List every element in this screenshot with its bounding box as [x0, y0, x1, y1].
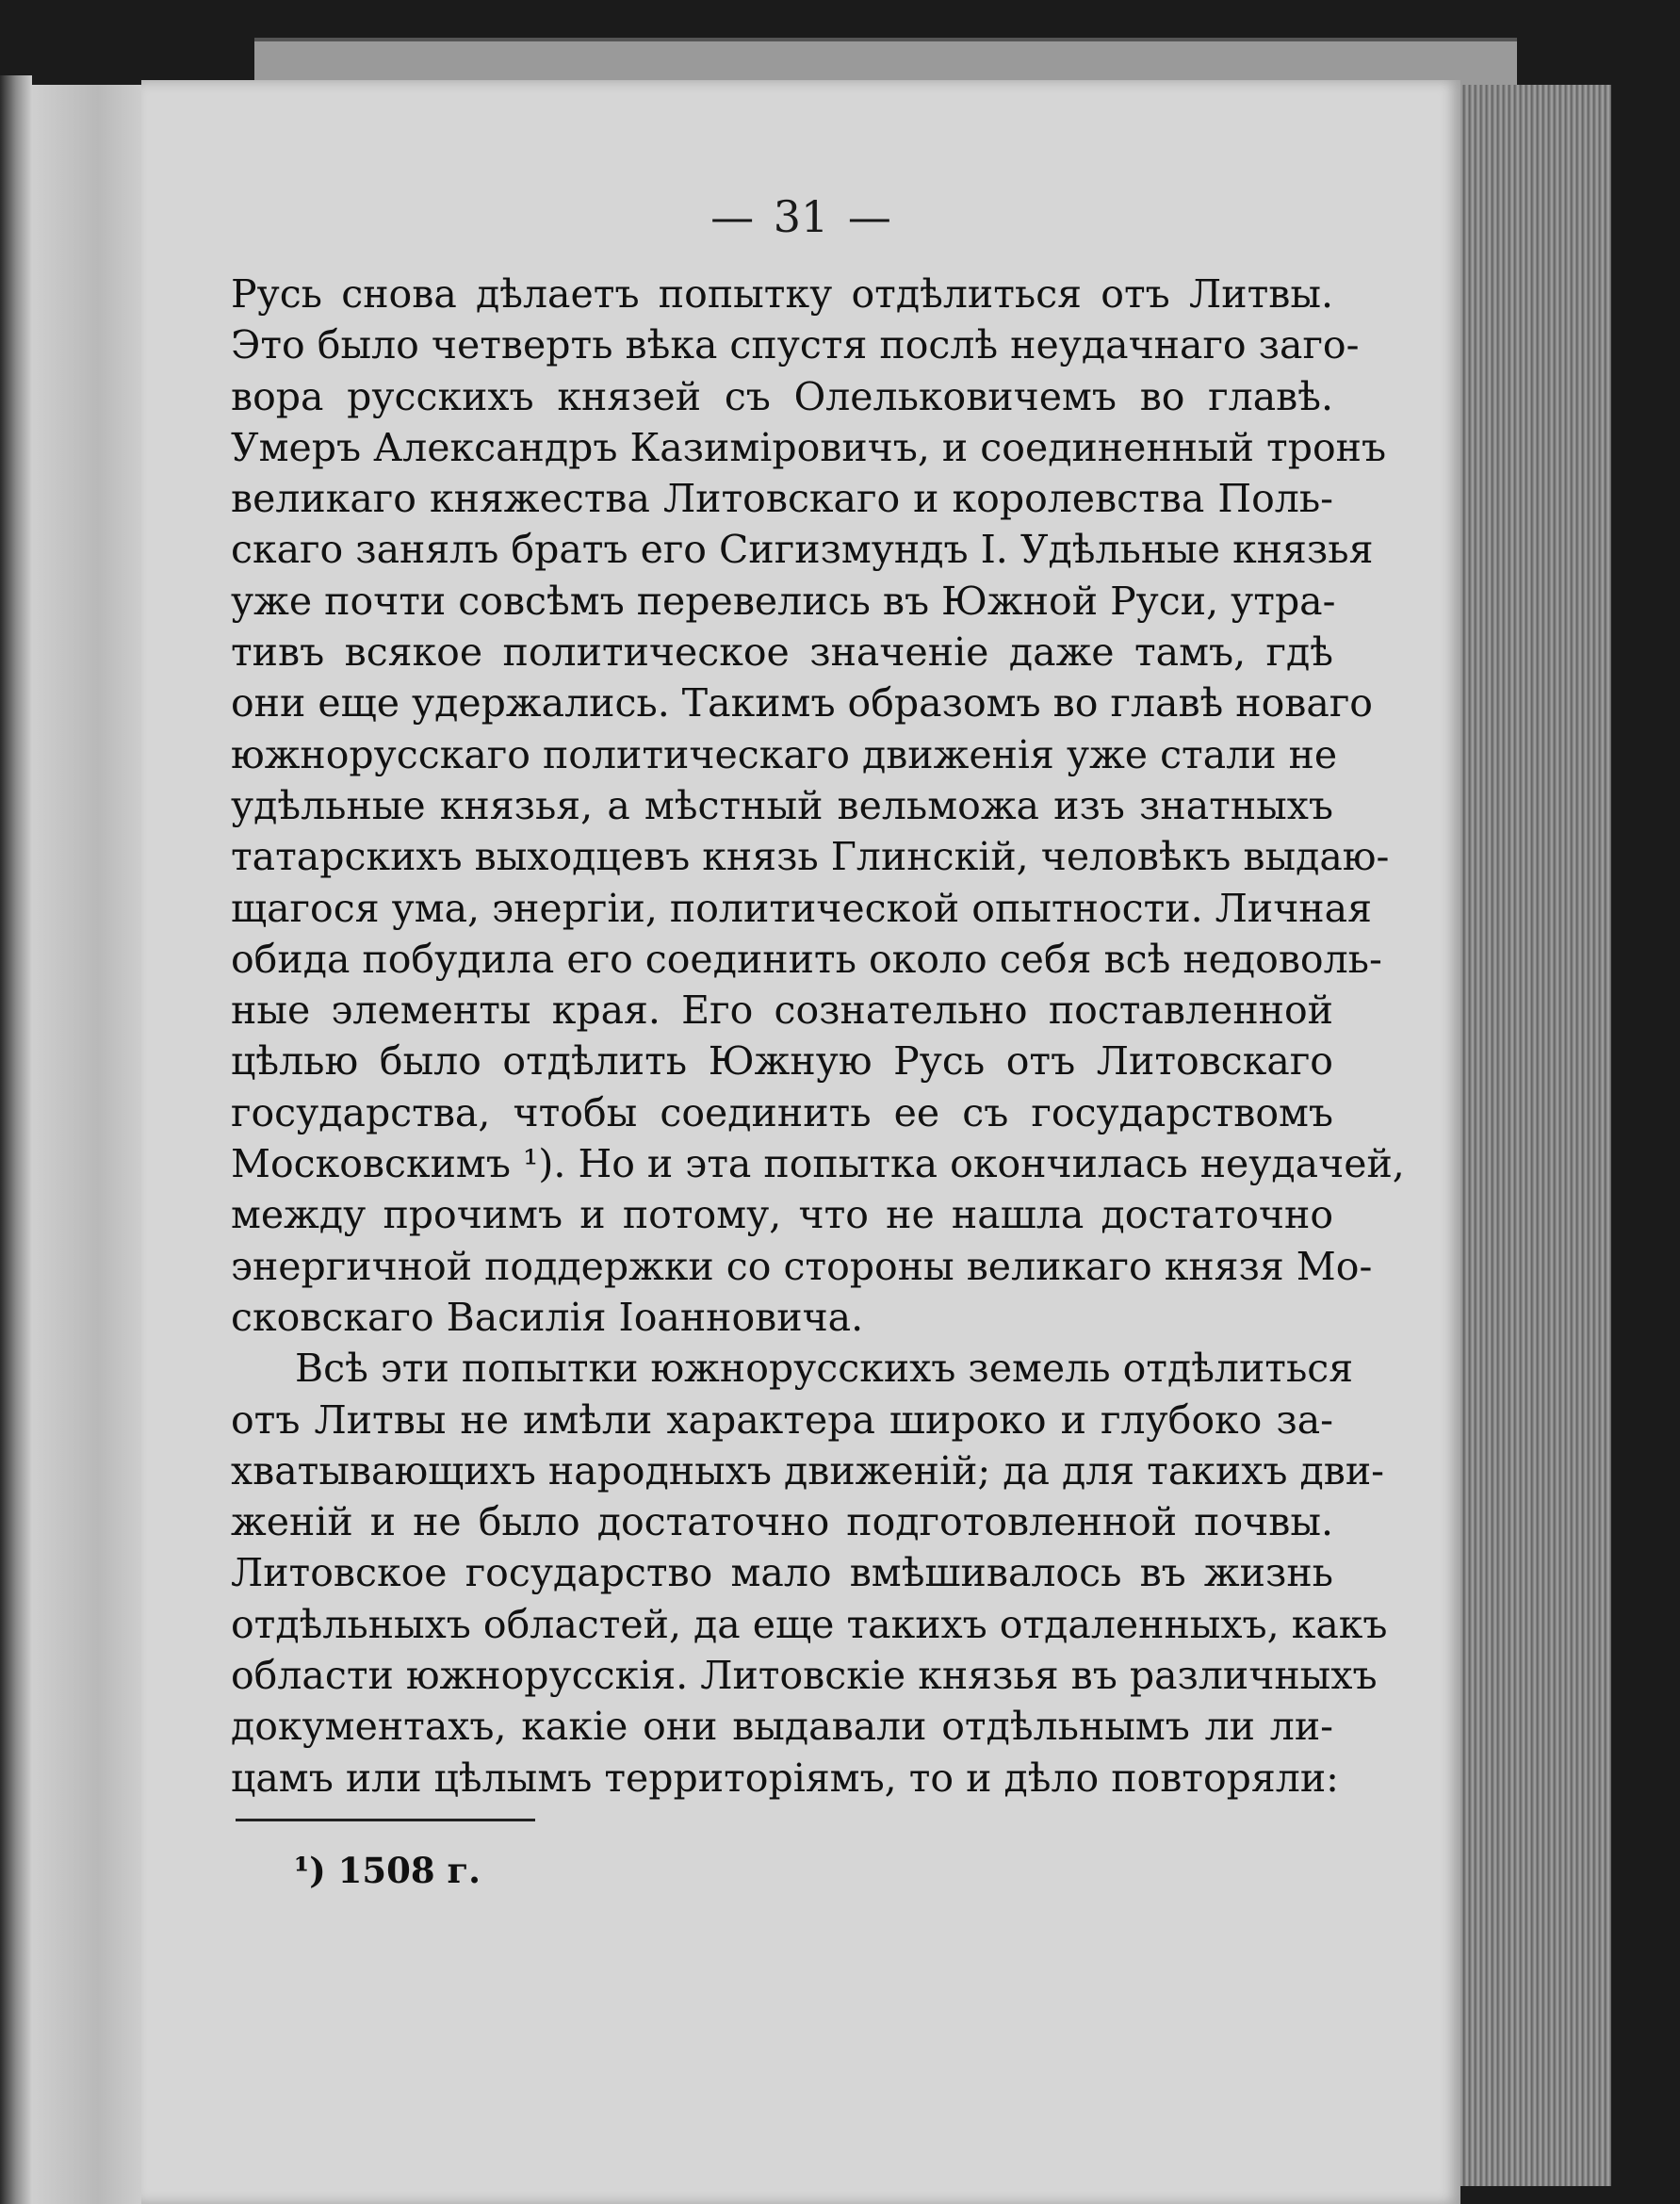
- text-line: документахъ, какіе они выдавали отдѣльнымъ ли ли-: [231, 1704, 1333, 1750]
- text-line: Всѣ эти попытки южнорусскихъ земель отдѣлиться: [295, 1346, 1354, 1392]
- book-page: [141, 80, 1460, 2204]
- text-line: уже почти совсѣмъ перевелись въ Южной Руси, утра-: [231, 578, 1336, 624]
- text-line: между прочимъ и потому, что не нашла достаточно: [231, 1192, 1333, 1238]
- footnote-rule: [236, 1819, 535, 1821]
- text-line: области южнорусскія. Литовскіе князья въ различныхъ: [231, 1653, 1378, 1699]
- text-line: отъ Литвы не имѣли характера широко и глубоко за-: [231, 1396, 1333, 1443]
- text-line: хватывающихъ народныхъ движеній; да для такихъ дви-: [231, 1447, 1384, 1494]
- text-line: удѣльные князья, а мѣстный вельможа изъ знатныхъ: [231, 782, 1333, 828]
- text-line: энергичной поддержки со стороны великаго князя Мо-: [231, 1243, 1373, 1289]
- text-line: вора русскихъ князей съ Олельковичемъ во главѣ.: [231, 373, 1333, 419]
- text-line: Русь снова дѣлаетъ попытку отдѣлиться отъ Литвы.: [231, 271, 1333, 317]
- text-line: отдѣльныхъ областей, да еще такихъ отдаленныхъ, какъ: [231, 1601, 1388, 1647]
- text-line: они еще удержались. Такимъ образомъ во главѣ новаго: [231, 680, 1373, 727]
- text-line: ные элементы края. Его сознательно поставленной: [231, 988, 1333, 1034]
- body-text: [231, 269, 1405, 1804]
- text-line: татарскихъ выходцевъ князь Глинскій, человѣкъ выдаю-: [231, 834, 1390, 880]
- footnote-text: 1508 г.: [337, 1850, 481, 1891]
- text-line: Умеръ Александръ Казиміровичъ, и соединенный тронъ: [231, 424, 1387, 470]
- text-line: цамъ или цѣлымъ территоріямъ, то и дѣло повторяли:: [231, 1755, 1339, 1801]
- text-line: сковскаго Василія Іоанновича.: [231, 1294, 864, 1340]
- footnote-marker: ¹): [294, 1850, 326, 1891]
- text-line: скаго занялъ братъ его Сигизмундъ I. Удѣльные князья: [231, 527, 1374, 573]
- text-line: государства, чтобы соединить ее съ государствомъ: [231, 1089, 1333, 1135]
- text-line: Это было четверть вѣка спустя послѣ неудачнаго заго-: [231, 322, 1360, 368]
- text-line: женій и не было достаточно подготовленной почвы.: [231, 1499, 1333, 1545]
- page-stack-edge: [1442, 85, 1611, 2186]
- text-line: Литовское государство мало вмѣшивалось въ жизнь: [231, 1550, 1333, 1596]
- text-line: обида побудила его соединить около себя всѣ недоволь-: [231, 936, 1382, 982]
- text-line: южнорусскаго политическаго движенія уже стали не: [231, 731, 1338, 777]
- text-line: щагося ума, энергіи, политической опытности. Личная: [231, 885, 1372, 931]
- text-line: тивъ всякое политическое значеніе даже тамъ, гдѣ: [231, 629, 1333, 676]
- text-line: Московскимъ ¹). Но и эта попытка окончилась неудачей,: [231, 1141, 1405, 1187]
- text-line: цѣлью было отдѣлить Южную Русь отъ Литовскаго: [231, 1038, 1333, 1085]
- footnote: [294, 1850, 481, 1891]
- page-number: — 31 —: [710, 191, 891, 242]
- left-page-edge: [0, 75, 32, 2204]
- gutter-strip: [32, 85, 141, 2204]
- text-line: великаго княжества Литовскаго и королевства Поль-: [231, 476, 1333, 522]
